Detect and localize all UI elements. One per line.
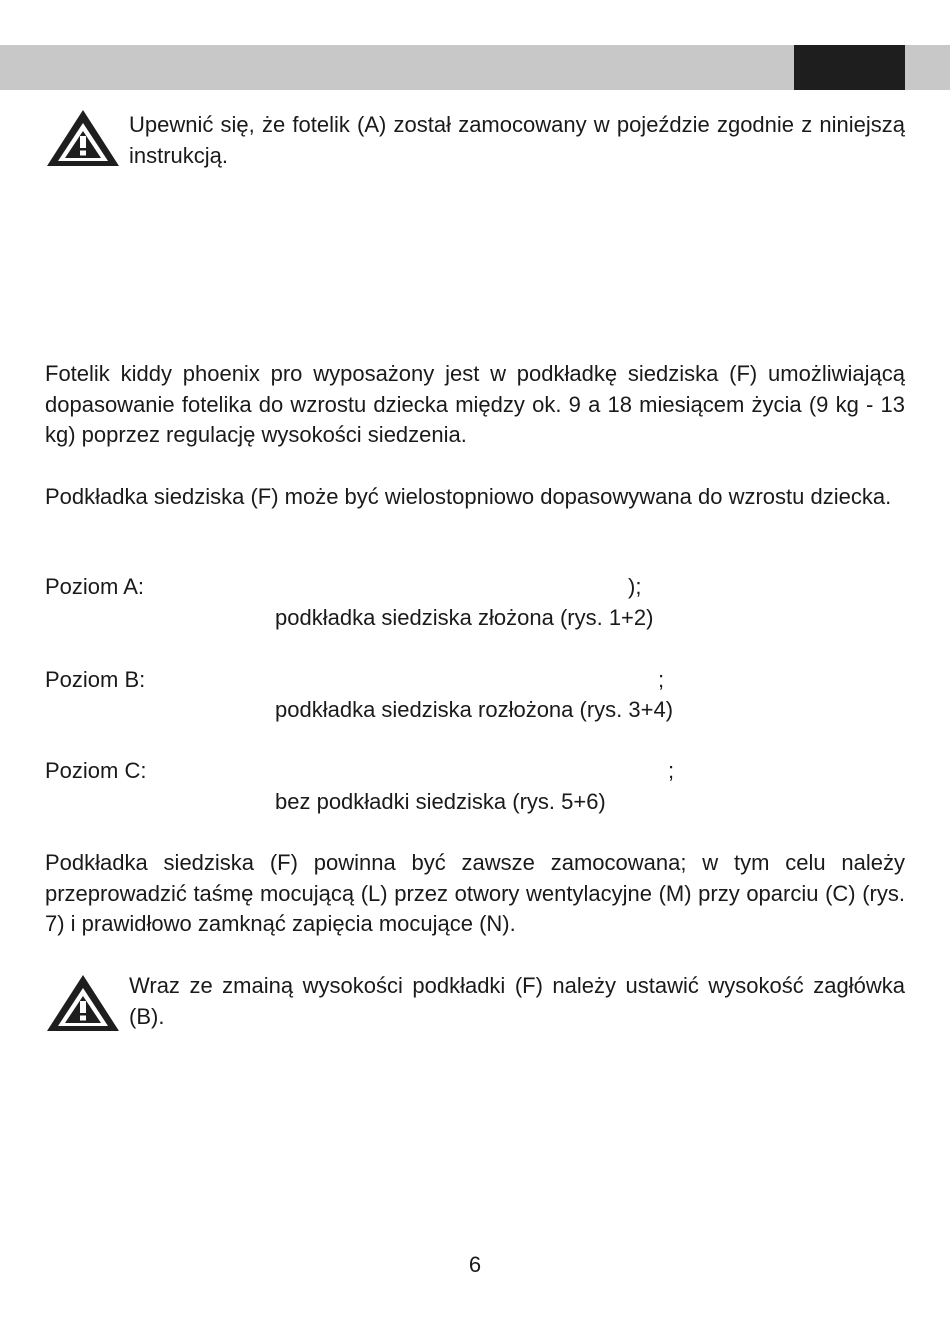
warning-text-1: Upewnić się, że fotelik (A) został zamocowany w pojeździe zgodnie z niniejszą instrukcją. — [129, 112, 905, 168]
paragraph-seat-pad-intro: Fotelik kiddy phoenix pro wyposażony jest w podkładkę siedziska (F) umożliwiającą dopasowanie fotelika do wzrostu dziecka między ok. 9 a 18 miesiącem życia (9 kg - 13 kg) poprzez regulację wysokości siedzenia. — [45, 361, 905, 447]
paragraph-seat-pad-adjustable: Podkładka siedziska (F) może być wielostopniowo dopasowywana do wzrostu dziecka. — [45, 484, 892, 509]
level-c-punct: ; — [668, 758, 675, 783]
warning-triangle-icon — [45, 108, 121, 168]
level-c-detail: bez podkładki siedziska (rys. 5+6) — [275, 789, 606, 814]
warning-text-2: Wraz ze zmainą wysokości podkładki (F) należy ustawić wysokość zagłówka (B). — [129, 973, 905, 1029]
level-a-punct: ); — [628, 574, 642, 599]
level-a-label: Poziom A: — [45, 574, 145, 599]
level-c-label: Poziom C: — [45, 758, 147, 783]
paragraph-fastening: Podkładka siedziska (F) powinna być zawsze zamocowana; w tym celu należy przeprowadzić taśmę mocującą (L) przez otwory wentylacyjne (M) przy oparciu (C) (rys. 7) i prawidłowo zamknąć zapięcia mocujące (N). — [45, 850, 905, 936]
level-a-detail: podkładka siedziska złożona (rys. 1+2) — [275, 605, 654, 630]
page-number: 6 — [468, 1252, 482, 1277]
warning-triangle-icon — [45, 973, 121, 1033]
header-tab — [794, 45, 905, 90]
level-b-detail: podkładka siedziska rozłożona (rys. 3+4) — [275, 697, 674, 722]
level-b-punct: ; — [658, 667, 665, 692]
level-b-label: Poziom B: — [45, 667, 146, 692]
